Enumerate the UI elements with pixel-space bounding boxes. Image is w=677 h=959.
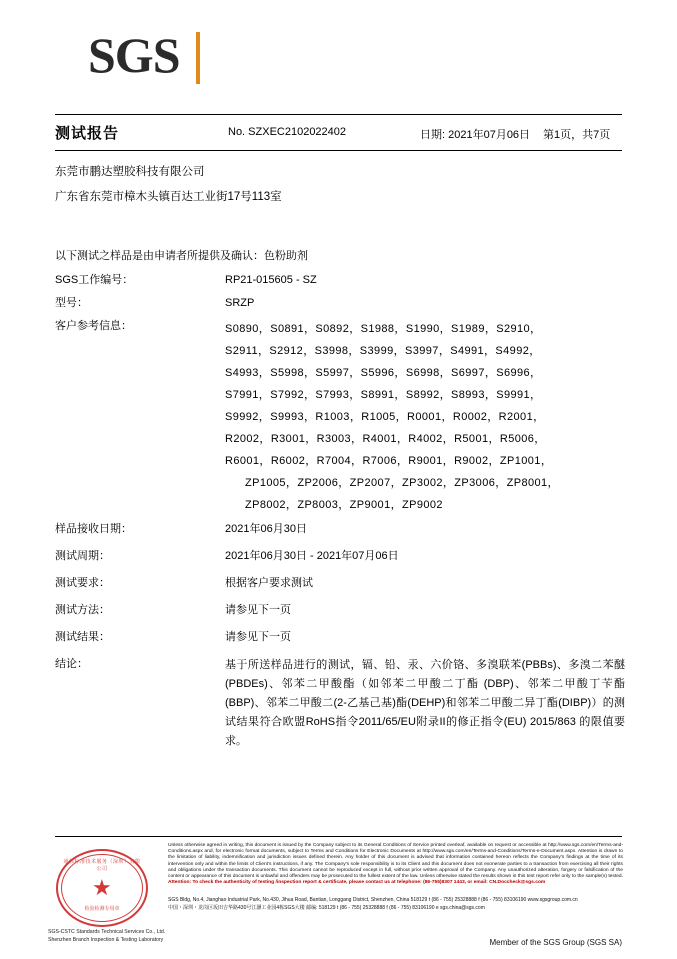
field-row-test-method	[55, 602, 625, 618]
field-label: 型号：	[55, 297, 88, 309]
client-reference-values	[225, 318, 625, 516]
field-list-secondary	[55, 521, 625, 762]
divider-top	[55, 114, 622, 115]
list-item: ZP1005，ZP2006，ZP2007，ZP3002，ZP3006，ZP8001，	[245, 477, 559, 489]
field-row-client-reference	[55, 318, 625, 516]
list-item: S0890，S0891，S0892，S1988，S1990，S1989，S2910，	[225, 323, 542, 335]
sgs-logo-text: SGS	[88, 27, 180, 83]
footer-contact-line-cn: 中国・深圳・龙岗区坂田吉华路430号江灏工业园4栋SGS大楼 邮编: 518129 t (86 - 755) 25328888 f (86 - 755) 83106190 e sgs.china@sgs.com	[168, 905, 485, 911]
official-stamp	[48, 845, 166, 943]
field-label: 测试结果：	[55, 631, 110, 643]
field-list-primary	[55, 272, 625, 516]
sample-statement: 以下测试之样品是由申请者所提供及确认：色粉助剂	[55, 250, 308, 262]
conclusion-text: 基于所送样品进行的测试，镉、铅、汞、六价铬、多溴联苯(PBBs)、多溴二苯醚(PBDEs)、邻苯二甲酸酯（如邻苯二甲酸二丁酯 (DBP)、邻苯二甲酸丁苄酯(BBP)、邻苯二甲酸二(2-乙基己基)酯(DEHP)和邻苯二甲酸二异丁酯(DIBP)）的测试结果符合欧盟RoHS指令2011/65/EU附录II的修正指令(EU) 2015/863 的限值要求。	[225, 659, 625, 747]
sgs-logo-bar	[196, 32, 200, 84]
field-label: SGS工作编号：	[55, 274, 134, 286]
field-row-test-requirement	[55, 575, 625, 591]
star-icon: ★	[92, 875, 112, 900]
field-label: 客户参考信息：	[55, 320, 132, 332]
stamp-label-line1: SGS-CSTC Standards Technical Services Co., Ltd.	[48, 929, 166, 935]
client-company-name: 东莞市鹏达塑胶科技有限公司	[55, 166, 205, 178]
divider-footer	[55, 836, 622, 837]
list-item: S2911，S2912，S3998，S3999，S3997，S4991，S4992，	[225, 345, 541, 357]
field-value: SRZP	[225, 297, 255, 309]
field-row-test-period	[55, 548, 625, 564]
field-value: 2021年06月30日 - 2021年07月06日	[225, 550, 399, 562]
client-company-address: 广东省东莞市樟木头镇百达工业街17号113室	[55, 191, 282, 203]
field-row-conclusion	[55, 656, 625, 751]
field-value: 请参见下一页	[225, 604, 291, 616]
report-date: 日期: 2021年07月06日	[420, 129, 531, 141]
field-row-test-result	[55, 629, 625, 645]
list-item: S4993，S5998，S5997，S5996，S6998，S6997，S6996，	[225, 367, 542, 379]
field-label: 测试周期：	[55, 550, 110, 562]
footer-member-text: Member of the SGS Group (SGS SA)	[489, 938, 622, 947]
stamp-label-line2: Shenzhen Branch Inspection & Testing Laboratory	[48, 937, 164, 943]
page-title: 测试报告	[55, 125, 120, 142]
stamp-bottom-text: 检验检测专用章	[84, 906, 120, 912]
footer-attention-note: Attention: To check the authenticity of testing /inspection report & certificate, please contact us at telephone: (86-755)8307 1443, or email: CN.Doccheck@sgs.com	[168, 880, 546, 886]
field-row-job-no	[55, 272, 625, 288]
field-value: 2021年06月30日	[225, 523, 307, 535]
list-item: S7991，S7992，S7993，S8991，S8992，S8993，S9991，	[225, 389, 542, 401]
footer-disclaimer	[168, 843, 623, 886]
stamp-top-text: 通标标准技术服务（深圳）有限公司	[63, 859, 141, 872]
field-row-model	[55, 295, 625, 311]
footer-disclaimer-body: Unless otherwise agreed in writing, this document is issued by the Company subject to its General Conditions of Service printed overleaf, available on request or accessible at http://www.sgs.com/en/Terms-and-Conditions.aspx and, for electronic format documents, subject to Terms and Conditions for Electronic Documents at http://www.sgs.com/en/Terms-and-Conditions/Terms-e-Document.aspx. Attention is drawn to the limitation of liability, indemnification and jurisdiction issues defined therein. Any holder of this document is advised that information contained hereon reflects the Company's findings at the time of its intervention only and within the limits of Client's instructions, if any. The Company's sole responsibility is to its Client and this document does not exonerate parties to a transaction from exercising all their rights and obligations under the transaction documents. This document cannot be reproduced except in full, without prior written approval of the Company. Any unauthorized alteration, forgery or falsification of the content or appearance of this document is unlawful and offenders may be prosecuted to the fullest extent of the law. Unless otherwise stated the results shown in this test report refer only to the sample(s) tested.	[168, 843, 623, 880]
list-item: ZP8002，ZP8003，ZP9001，ZP9002	[245, 499, 443, 511]
field-value: 根据客户要求测试	[225, 577, 313, 589]
page-counter: 第1页，共7页	[543, 129, 611, 141]
list-item: R2002，R3001，R3003，R4001，R4002，R5001，R5006，	[225, 433, 546, 445]
sgs-logo	[88, 27, 198, 88]
divider-mid	[55, 150, 622, 151]
field-value: RP21-015605 - SZ	[225, 274, 317, 286]
field-label: 测试方法：	[55, 604, 110, 616]
field-value: 请参见下一页	[225, 631, 291, 643]
field-label: 样品接收日期：	[55, 523, 132, 535]
list-item: R6001，R6002，R7004，R7006，R9001，R9002，ZP1001，	[225, 455, 553, 467]
field-row-received-date	[55, 521, 625, 537]
footer-contact-line-en: SGS Bldg, No.4, Jianghao Industrial Park, No.430, Jihua Road, Bantian, Longgang District, Shenzhen, China 518129 t (86 - 755) 25328888 f (86 - 755) 83106190 www.sgsgroup.com.cn	[168, 897, 578, 903]
report-number: No. SZXEC2102022402	[228, 126, 347, 138]
list-item: S9992，S9993，R1003，R1005，R0001，R0002，R2001，	[225, 411, 545, 423]
field-label: 测试要求：	[55, 577, 110, 589]
field-label: 结论：	[55, 658, 88, 670]
footer-contact	[168, 896, 623, 912]
